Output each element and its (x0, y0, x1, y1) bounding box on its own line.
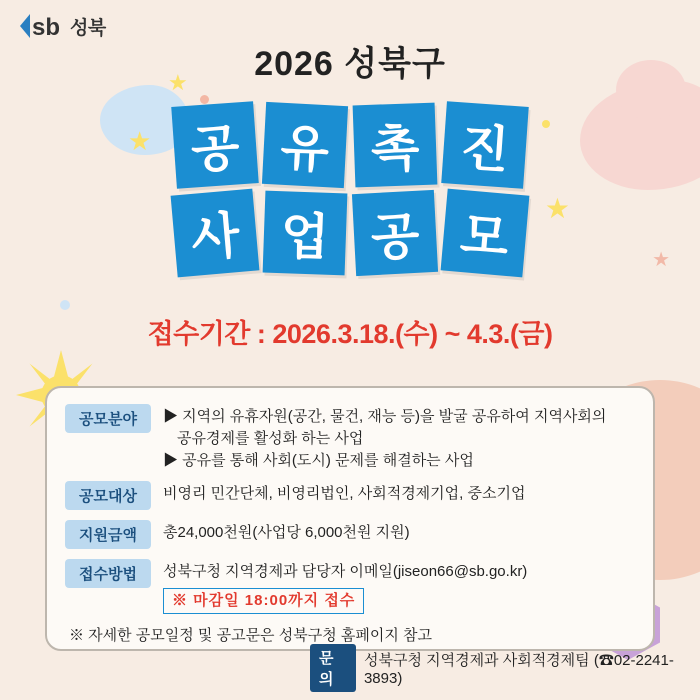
row-tag-method: 접수방법 (65, 559, 151, 588)
title-tile: 업 (263, 191, 348, 276)
info-card (45, 386, 655, 651)
info-row-method (65, 559, 635, 614)
card-footnote: ※ 자세한 공모일정 및 공고문은 성북구청 홈페이지 참고 (69, 626, 432, 644)
poster-year-title: 2026 성북구 (254, 45, 446, 83)
title-tile: 모 (441, 189, 530, 278)
star-decoration: ★ (168, 70, 188, 95)
title-tile: 공 (171, 101, 259, 189)
field-line-1: ▶ 지역의 유휴자원(공간, 물건, 재능 등)을 발굴 공유하여 지역사회의 (163, 408, 607, 425)
row-body-target: 비영리 민간단체, 비영리법인, 사회적경제기업, 중소기업 (163, 485, 526, 503)
contact-bar (310, 644, 700, 692)
field-line-3: ▶ 공유를 통해 사회(도시) 문제를 해결하는 사업 (163, 451, 474, 469)
title-tile: 공 (352, 190, 438, 276)
info-row-field (65, 404, 635, 471)
deadline-note: ※ 마감일 18:00까지 접수 (163, 588, 364, 614)
star-decoration: ★ (652, 249, 670, 271)
info-row-amount (65, 520, 635, 549)
logo-text: 성북 (70, 17, 106, 39)
row-body-amount: 총24,000천원(사업당 6,000천원 지원) (163, 524, 410, 542)
method-email-line: 성북구청 지역경제과 담당자 이메일(jiseon66@sb.go.kr) (163, 563, 528, 581)
poster-title-tiles (0, 104, 700, 280)
title-line-1 (0, 104, 700, 186)
row-tag-target: 공모대상 (65, 481, 151, 510)
title-tile: 진 (441, 101, 529, 189)
star-decoration: ★ (128, 126, 152, 156)
title-tile: 유 (262, 102, 348, 188)
svg-text:sb: sb (32, 14, 61, 41)
row-body-field (163, 404, 606, 471)
title-line-2 (0, 192, 700, 274)
contact-text: 성북구청 지역경제과 사회적경제팀 (☎02-2241-3893) (363, 652, 674, 687)
dot-decoration (200, 95, 209, 104)
row-body-method (163, 559, 527, 614)
contact-tag: 문의 (310, 644, 356, 692)
application-period: 접수기간 : 2026.3.18.(수) ~ 4.3.(금) (147, 319, 553, 349)
field-line-2: 공유경제를 활성화 하는 사업 (177, 429, 364, 447)
info-row-target (65, 481, 635, 510)
star-decoration: ★ (544, 193, 570, 224)
title-tile: 사 (171, 189, 260, 278)
row-tag-field: 공모분야 (65, 404, 151, 433)
title-tile: 촉 (353, 103, 438, 188)
row-tag-amount: 지원금액 (65, 520, 151, 549)
dot-decoration (60, 300, 70, 310)
